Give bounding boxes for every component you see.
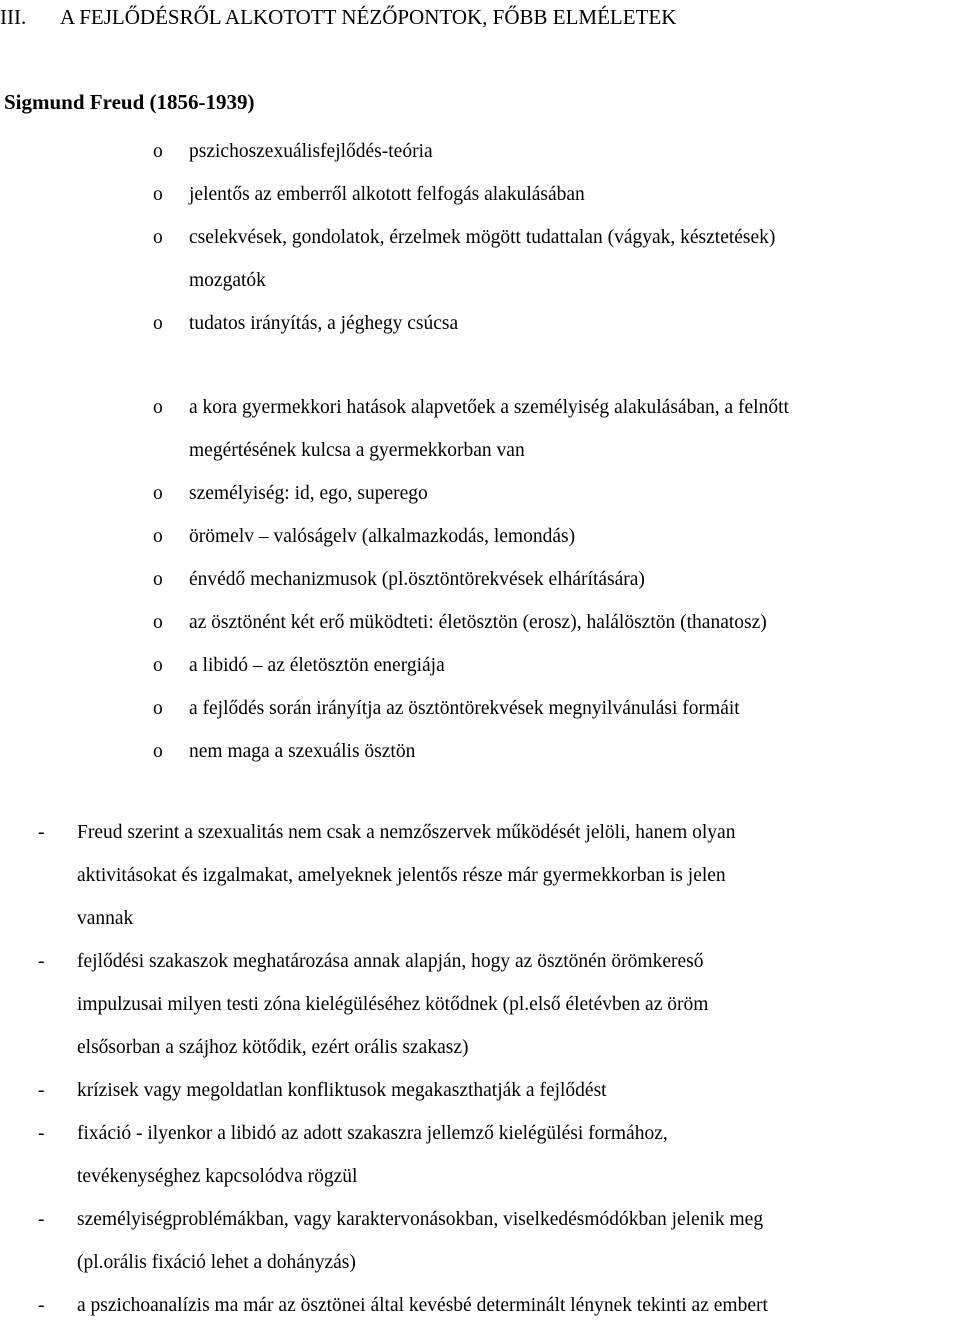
bullet-marker: o (153, 397, 163, 418)
bullet-item (0, 687, 960, 730)
bullet-marker: o (153, 569, 163, 590)
bullet-text: pszichoszexuálisfejlődés-teória (189, 141, 433, 162)
dash-marker: - (38, 1295, 45, 1316)
bullet-marker: o (153, 483, 163, 504)
dash-item (0, 940, 960, 1069)
dash-item (0, 1069, 960, 1112)
bullet-marker: o (153, 227, 163, 248)
dash-text: Freud szerint a szexualitás nem csak a nemzőszervek működését jelöli, hanem olyan (77, 822, 736, 843)
dash-list (0, 811, 960, 1327)
dash-text: vannak (77, 908, 134, 929)
bullet-item (0, 173, 960, 216)
bullet-marker: o (153, 141, 163, 162)
bullet-text: nem maga a szexuális ösztön (189, 741, 416, 762)
bullet-item (0, 386, 960, 472)
dash-marker: - (38, 1209, 45, 1230)
bullet-marker: o (153, 655, 163, 676)
dash-text: fixáció - ilyenkor a libidó az adott szakaszra jellemző kielégülési formához, (77, 1123, 668, 1144)
bullet-marker: o (153, 313, 163, 334)
dash-text: tevékenységhez kapcsolódva rögzül (77, 1166, 358, 1187)
theorist-heading: Sigmund Freud (1856-1939) (4, 90, 255, 114)
dash-text: impulzusai milyen testi zóna kielégüléséhez kötődnek (pl.első életévben az öröm (77, 994, 709, 1015)
dash-item (0, 1198, 960, 1284)
dash-text: krízisek vagy megoldatlan konfliktusok megakaszthatják a fejlődést (77, 1080, 607, 1101)
section-heading (0, 3, 676, 31)
bullet-text: a fejlődés során irányítja az ösztöntörekvések megnyilvánulási formáit (189, 698, 740, 719)
dash-text: (pl.orális fixáció lehet a dohányzás) (77, 1252, 356, 1273)
dash-text: aktivitásokat és izgalmakat, amelyeknek jelentős része már gyermekkorban is jelen (77, 865, 726, 886)
bullet-list (0, 130, 960, 773)
dash-item (0, 811, 960, 940)
dash-marker: - (38, 822, 45, 843)
dash-text: a pszichoanalízis ma már az ösztönei által kevésbé determinált lénynek tekinti az embert (77, 1295, 768, 1316)
dash-text: személyiségproblémákban, vagy karaktervonásokban, viselkedésmódókban jelenik meg (77, 1209, 764, 1230)
bullet-item (0, 558, 960, 601)
bullet-marker: o (153, 612, 163, 633)
section-title: A FEJLŐDÉSRŐL ALKOTOTT NÉZŐPONTOK, FŐBB ELMÉLETEK (60, 5, 677, 29)
section-number: III. (0, 5, 27, 29)
dash-marker: - (38, 1123, 45, 1144)
bullet-text: a libidó – az életösztön energiája (189, 655, 445, 676)
bullet-item (0, 515, 960, 558)
bullet-text: a kora gyermekkori hatások alapvetőek a személyiség alakulásában, a felnőtt (189, 397, 789, 418)
bullet-item (0, 730, 960, 773)
dash-marker: - (38, 1080, 45, 1101)
bullet-text: cselekvések, gondolatok, érzelmek mögött tudattalan (vágyak, késztetések) (189, 227, 776, 248)
bullet-marker: o (153, 526, 163, 547)
bullet-text: jelentős az emberről alkotott felfogás alakulásában (189, 184, 585, 205)
bullet-marker: o (153, 698, 163, 719)
dash-text: fejlődési szakaszok meghatározása annak alapján, hogy az ösztönén örömkereső (77, 951, 704, 972)
bullet-item (0, 216, 960, 302)
bullet-text: személyiség: id, ego, superego (189, 483, 428, 504)
bullet-item (0, 472, 960, 515)
bullet-text: énvédő mechanizmusok (pl.ösztöntörekvések elhárítására) (189, 569, 645, 590)
dash-text: elsősorban a szájhoz kötődik, ezért orális szakasz) (77, 1037, 469, 1058)
bullet-text: az ösztönént két erő müködteti: életösztön (erosz), halálösztön (thanatosz) (189, 612, 767, 633)
bullet-item (0, 130, 960, 173)
bullet-item (0, 302, 960, 345)
bullet-item (0, 601, 960, 644)
bullet-item (0, 644, 960, 687)
bullet-marker: o (153, 741, 163, 762)
dash-marker: - (38, 951, 45, 972)
bullet-text: örömelv – valóságelv (alkalmazkodás, lemondás) (189, 526, 576, 547)
dash-item (0, 1112, 960, 1198)
bullet-marker: o (153, 184, 163, 205)
dash-item (0, 1284, 960, 1327)
bullet-text: megértésének kulcsa a gyermekkorban van (189, 440, 525, 461)
bullet-text: tudatos irányítás, a jéghegy csúcsa (189, 313, 459, 334)
bullet-text: mozgatók (189, 270, 266, 291)
